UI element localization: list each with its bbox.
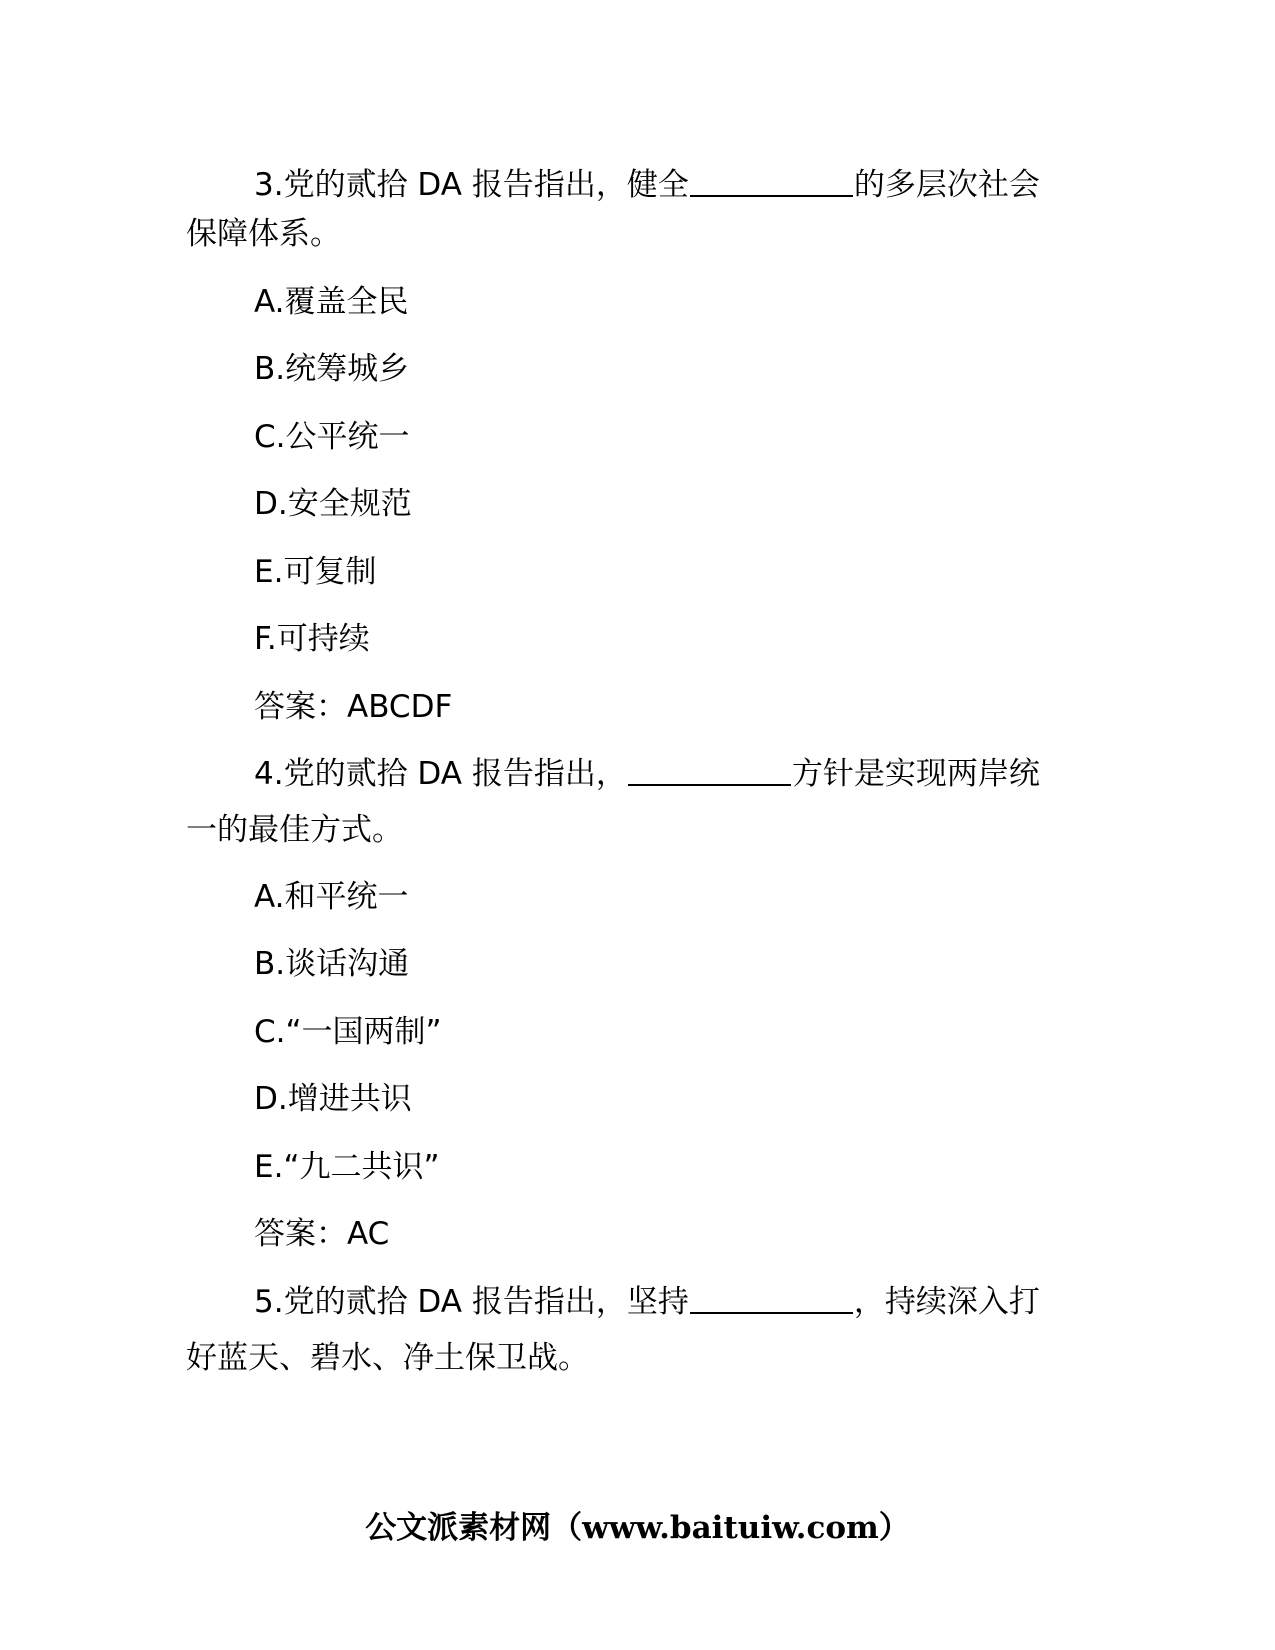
question-3-stem-before: 3.党的贰拾 DA 报告指出，健全 xyxy=(254,167,689,203)
question-3-option-e: E.可复制 xyxy=(254,554,377,590)
question-4-option-c: C.“一国两制” xyxy=(254,1014,442,1050)
question-3-answer: 答案：ABCDF xyxy=(254,689,453,725)
question-3-stem-continued: 保障体系。 xyxy=(186,216,341,252)
question-3-option-a: A.覆盖全民 xyxy=(254,284,409,320)
question-4-stem xyxy=(254,754,1040,794)
question-4-option-a: A.和平统一 xyxy=(254,879,409,915)
question-3-stem-after: 的多层次社会 xyxy=(853,167,1040,203)
question-3-option-c: C.公平统一 xyxy=(254,419,410,455)
fill-in-blank xyxy=(690,1312,853,1314)
question-4-stem-before: 4.党的贰拾 DA 报告指出， xyxy=(254,756,627,792)
fill-in-blank xyxy=(628,784,791,786)
question-4-option-b: B.谈话沟通 xyxy=(254,946,410,982)
question-3-option-f: F.可持续 xyxy=(254,621,370,657)
question-4-answer: 答案：AC xyxy=(254,1216,390,1252)
question-5-stem-after: ，持续深入打 xyxy=(853,1284,1040,1320)
question-5-stem-before: 5.党的贰拾 DA 报告指出，坚持 xyxy=(254,1284,689,1320)
question-4-stem-continued: 一的最佳方式。 xyxy=(186,812,403,848)
question-3-option-d: D.安全规范 xyxy=(254,486,412,522)
question-5-stem-continued: 好蓝天、碧水、净土保卫战。 xyxy=(186,1340,589,1376)
footer-source: 公文派素材网（www.baituiw.com） xyxy=(365,1510,910,1546)
question-3-option-b: B.统筹城乡 xyxy=(254,351,410,387)
question-4-option-d: D.增进共识 xyxy=(254,1081,412,1117)
question-4-stem-after: 方针是实现两岸统 xyxy=(791,756,1040,792)
question-5-stem xyxy=(254,1282,1040,1322)
question-3-stem xyxy=(254,165,1040,205)
fill-in-blank xyxy=(690,195,853,197)
question-4-option-e: E.“九二共识” xyxy=(254,1149,440,1185)
